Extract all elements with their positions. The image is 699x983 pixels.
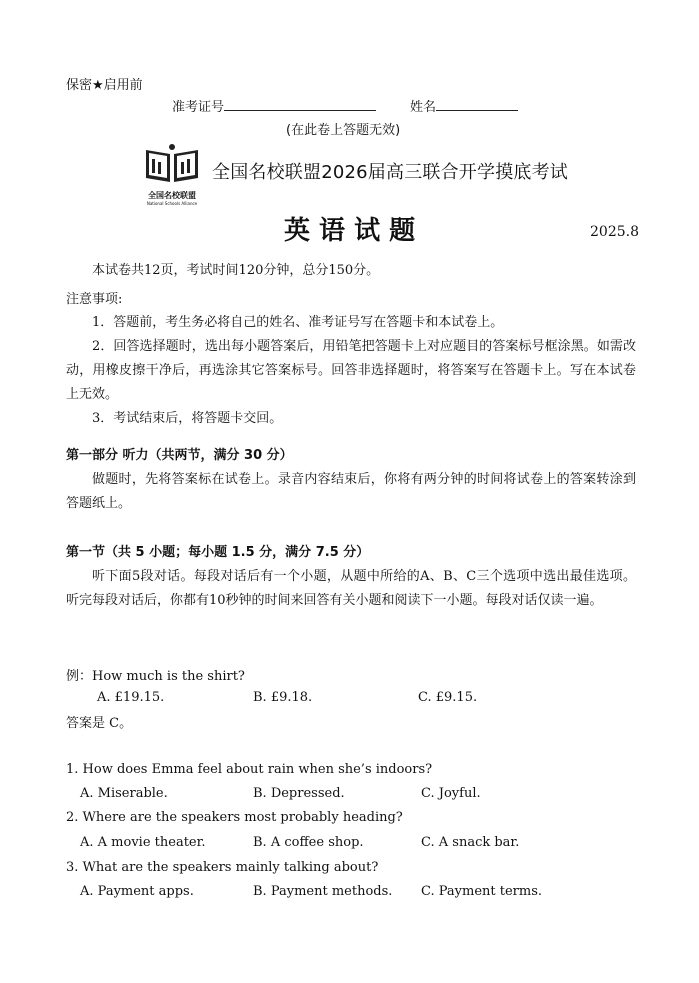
notes-heading: 注意事项: bbox=[66, 292, 123, 307]
q1-option-b: B. Depressed. bbox=[253, 786, 345, 801]
q1-option-a: A. Miserable. bbox=[80, 786, 168, 801]
name-field bbox=[410, 96, 518, 115]
confidential-label: 保密★启用前 bbox=[66, 78, 143, 93]
exam-id-blank bbox=[224, 98, 376, 111]
exam-id-field bbox=[172, 96, 376, 115]
note-item-2: 2．回答选择题时，选出每小题答案后，用铅笔把答题卡上对应题目的答案标号框涂黑。如需改动，用橡皮擦干净后，再选涂其它答案标号。回答非选择题时，将答案写在答题卡上。写在本试卷上无效。 bbox=[66, 339, 636, 402]
exam-date: 2025.8 bbox=[590, 224, 639, 240]
example-answer: 答案是 C。 bbox=[66, 716, 133, 731]
q2-option-c: C. A snack bar. bbox=[421, 835, 520, 850]
section1-instruction: 听下面5段对话。每段对话后有一个小题，从题中所给的A、B、C三个选项中选出最佳选项。听完每段对话后，你都有10秒钟的时间来回答有关小题和阅读下一小题。每段对话仅读一遍。 bbox=[66, 569, 636, 608]
part1-instruction: 做题时，先将答案标在试卷上。录音内容结束后，你将有两分钟的时间将试卷上的答案转涂到答题纸上。 bbox=[66, 472, 636, 511]
section1-heading: 第一节（共 5 小题；每小题 1.5 分，满分 7.5 分） bbox=[66, 545, 370, 560]
note-item-1: 1．答题前，考生务必将自己的姓名、准考证号写在答题卡和本试卷上。 bbox=[92, 315, 504, 330]
invalid-note: (在此卷上答题无效) bbox=[286, 123, 401, 138]
logo-text-en: National Schools Alliance bbox=[146, 201, 198, 206]
exam-title: 全国名校联盟2026届高三联合开学摸底考试 bbox=[212, 162, 569, 183]
name-blank bbox=[436, 98, 518, 111]
example-question: 例：How much is the shirt? bbox=[66, 669, 245, 684]
subject-title: 英 语 试 题 bbox=[284, 216, 416, 246]
q3-option-c: C. Payment terms. bbox=[421, 884, 543, 899]
exam-id-label: 准考证号 bbox=[172, 100, 225, 115]
logo-text-cn: 全国名校联盟 bbox=[148, 191, 196, 200]
q1-option-c: C. Joyful. bbox=[421, 786, 481, 801]
alliance-logo bbox=[140, 142, 204, 206]
q2-option-b: B. A coffee shop. bbox=[253, 835, 364, 850]
note-item-3: 3．考试结束后，将答题卡交回。 bbox=[92, 411, 283, 426]
q3-option-a: A. Payment apps. bbox=[80, 884, 194, 899]
exam-intro: 本试卷共12页，考试时间120分钟，总分150分。 bbox=[92, 263, 380, 278]
example-option-c: C. £9.15. bbox=[418, 690, 478, 705]
q3-option-b: B. Payment methods. bbox=[253, 884, 393, 899]
part1-heading: 第一部分 听力（共两节，满分 30 分） bbox=[66, 448, 293, 463]
question-2: 2. Where are the speakers most probably heading? bbox=[66, 810, 403, 825]
question-1: 1. How does Emma feel about rain when she’s indoors? bbox=[66, 762, 433, 777]
q2-option-a: A. A movie theater. bbox=[80, 835, 206, 850]
book-logo-icon bbox=[140, 142, 204, 186]
question-3: 3. What are the speakers mainly talking about? bbox=[66, 860, 379, 875]
name-label: 姓名 bbox=[410, 100, 437, 115]
example-option-b: B. £9.18. bbox=[253, 690, 313, 705]
example-option-a: A. £19.15. bbox=[97, 690, 165, 705]
